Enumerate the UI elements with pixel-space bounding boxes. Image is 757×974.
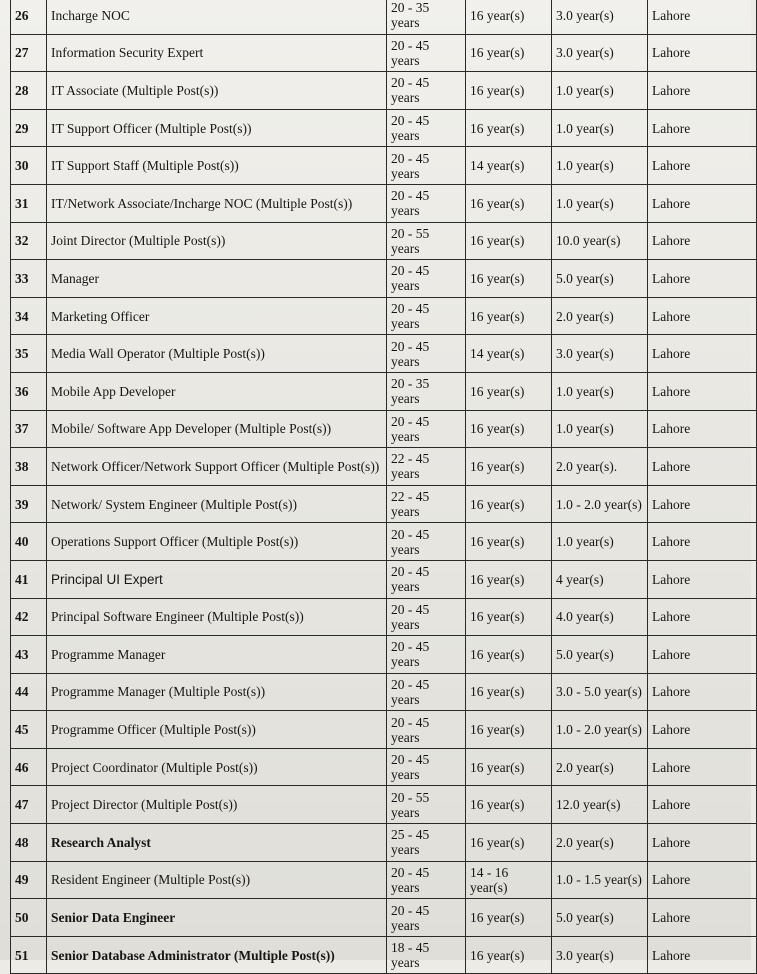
age-unit: years xyxy=(391,353,420,369)
serial-number-cell: 28 xyxy=(11,72,47,110)
table-row xyxy=(11,372,757,410)
serial-number-cell: 33 xyxy=(11,260,47,298)
serial-number-cell: 37 xyxy=(11,410,47,448)
age-limit-cell xyxy=(387,485,466,523)
post-title-cell: Research Analyst xyxy=(47,824,387,862)
serial-number-cell: 31 xyxy=(11,184,47,222)
table-row xyxy=(11,899,757,937)
age-unit: years xyxy=(391,391,420,407)
serial-number-cell: 45 xyxy=(11,711,47,749)
table-row xyxy=(11,448,757,486)
education-cell: 16 year(s) xyxy=(466,673,552,711)
location-cell: Lahore xyxy=(648,673,757,711)
post-title-cell: Mobile/ Software App Developer (Multiple Post(s)) xyxy=(47,410,387,448)
age-limit-cell xyxy=(387,109,466,147)
age-limit-cell xyxy=(387,260,466,298)
education-cell: 16 year(s) xyxy=(466,523,552,561)
age-limit-cell xyxy=(387,560,466,598)
age-range: 22 - 45 xyxy=(391,489,430,505)
age-range: 22 - 45 xyxy=(391,451,430,467)
experience-cell: 3.0 - 5.0 year(s) xyxy=(552,673,648,711)
education-cell: 16 year(s) xyxy=(466,899,552,937)
location-cell: Lahore xyxy=(648,72,757,110)
serial-number-cell: 27 xyxy=(11,34,47,72)
serial-number-cell: 49 xyxy=(11,861,47,899)
location-cell: Lahore xyxy=(648,109,757,147)
age-unit: years xyxy=(391,128,420,144)
location-cell: Lahore xyxy=(648,861,757,899)
location-cell: Lahore xyxy=(648,448,757,486)
table-row xyxy=(11,824,757,862)
serial-number-cell: 36 xyxy=(11,372,47,410)
age-limit-cell xyxy=(387,598,466,636)
serial-number-cell: 39 xyxy=(11,485,47,523)
table-row xyxy=(11,711,757,749)
age-range: 20 - 45 xyxy=(391,301,430,317)
age-limit-cell xyxy=(387,335,466,373)
post-title-cell: IT Associate (Multiple Post(s)) xyxy=(47,72,387,110)
age-unit: years xyxy=(391,842,420,858)
serial-number-cell: 44 xyxy=(11,673,47,711)
location-cell: Lahore xyxy=(648,260,757,298)
experience-cell: 3.0 year(s) xyxy=(552,335,648,373)
age-range: 20 - 45 xyxy=(391,150,430,166)
age-range: 20 - 45 xyxy=(391,526,430,542)
job-vacancies-table xyxy=(10,0,757,974)
age-unit: years xyxy=(391,316,420,332)
table-row xyxy=(11,410,757,448)
experience-cell: 2.0 year(s) xyxy=(552,824,648,862)
experience-cell: 1.0 year(s) xyxy=(552,410,648,448)
education-cell: 16 year(s) xyxy=(466,260,552,298)
serial-number-cell: 46 xyxy=(11,748,47,786)
experience-cell: 2.0 year(s). xyxy=(552,448,648,486)
table-body xyxy=(11,0,757,974)
age-unit: years xyxy=(391,804,420,820)
age-unit: years xyxy=(391,428,420,444)
age-range: 18 - 45 xyxy=(391,940,430,956)
age-range: 20 - 45 xyxy=(391,601,430,617)
table-row xyxy=(11,260,757,298)
post-title-cell: Marketing Officer xyxy=(47,297,387,335)
post-title-cell: Principal UI Expert xyxy=(47,560,387,598)
age-unit: years xyxy=(391,541,420,557)
age-unit: years xyxy=(391,15,420,31)
table-row xyxy=(11,109,757,147)
age-limit-cell xyxy=(387,936,466,974)
age-limit-cell xyxy=(387,786,466,824)
education-cell: 16 year(s) xyxy=(466,297,552,335)
education-cell: 16 year(s) xyxy=(466,34,552,72)
experience-cell: 1.0 - 1.5 year(s) xyxy=(552,861,648,899)
table-row xyxy=(11,0,757,34)
age-range: 20 - 45 xyxy=(391,714,430,730)
age-limit-cell xyxy=(387,673,466,711)
serial-number-cell: 34 xyxy=(11,297,47,335)
location-cell: Lahore xyxy=(648,222,757,260)
location-cell: Lahore xyxy=(648,936,757,974)
serial-number-cell: 42 xyxy=(11,598,47,636)
post-title-cell: Senior Data Engineer xyxy=(47,899,387,937)
experience-cell: 12.0 year(s) xyxy=(552,786,648,824)
age-range: 20 - 45 xyxy=(391,113,430,129)
age-range: 20 - 55 xyxy=(391,789,430,805)
location-cell: Lahore xyxy=(648,0,757,34)
age-range: 20 - 45 xyxy=(391,676,430,692)
experience-cell: 1.0 year(s) xyxy=(552,72,648,110)
post-title-cell: Network/ System Engineer (Multiple Post(s)) xyxy=(47,485,387,523)
education-cell: 16 year(s) xyxy=(466,109,552,147)
age-limit-cell xyxy=(387,297,466,335)
experience-cell: 5.0 year(s) xyxy=(552,260,648,298)
experience-cell: 1.0 - 2.0 year(s) xyxy=(552,485,648,523)
education-cell: 16 year(s) xyxy=(466,222,552,260)
post-title-cell: Mobile App Developer xyxy=(47,372,387,410)
table-row xyxy=(11,297,757,335)
age-unit: years xyxy=(391,729,420,745)
experience-cell: 1.0 year(s) xyxy=(552,184,648,222)
age-unit: years xyxy=(391,466,420,482)
education-cell: 16 year(s) xyxy=(466,786,552,824)
education-cell: 16 year(s) xyxy=(466,448,552,486)
post-title-cell: Joint Director (Multiple Post(s)) xyxy=(47,222,387,260)
age-limit-cell xyxy=(387,222,466,260)
experience-cell: 3.0 year(s) xyxy=(552,34,648,72)
education-cell: 16 year(s) xyxy=(466,936,552,974)
table-row xyxy=(11,184,757,222)
age-limit-cell xyxy=(387,899,466,937)
location-cell: Lahore xyxy=(648,410,757,448)
location-cell: Lahore xyxy=(648,899,757,937)
serial-number-cell: 35 xyxy=(11,335,47,373)
age-limit-cell xyxy=(387,372,466,410)
location-cell: Lahore xyxy=(648,485,757,523)
location-cell: Lahore xyxy=(648,372,757,410)
age-range: 20 - 45 xyxy=(391,188,430,204)
location-cell: Lahore xyxy=(648,598,757,636)
education-cell: 16 year(s) xyxy=(466,372,552,410)
education-cell: 16 year(s) xyxy=(466,748,552,786)
location-cell: Lahore xyxy=(648,560,757,598)
age-limit-cell xyxy=(387,184,466,222)
age-unit: years xyxy=(391,165,420,181)
age-unit: years xyxy=(391,504,420,520)
post-title-cell: Senior Database Administrator (Multiple Post(s)) xyxy=(47,936,387,974)
table-row xyxy=(11,34,757,72)
post-title-cell: IT Support Staff (Multiple Post(s)) xyxy=(47,147,387,185)
age-range: 20 - 45 xyxy=(391,37,430,53)
age-limit-cell xyxy=(387,636,466,674)
education-cell: 16 year(s) xyxy=(466,711,552,749)
age-limit-cell xyxy=(387,824,466,862)
age-limit-cell xyxy=(387,711,466,749)
experience-cell: 10.0 year(s) xyxy=(552,222,648,260)
table-row xyxy=(11,636,757,674)
age-unit: years xyxy=(391,767,420,783)
location-cell: Lahore xyxy=(648,34,757,72)
location-cell: Lahore xyxy=(648,523,757,561)
experience-cell: 4.0 year(s) xyxy=(552,598,648,636)
age-unit: years xyxy=(391,917,420,933)
age-unit: years xyxy=(391,203,420,219)
education-cell: 14 year(s) xyxy=(466,147,552,185)
experience-cell: 5.0 year(s) xyxy=(552,899,648,937)
table-row xyxy=(11,748,757,786)
table-row xyxy=(11,786,757,824)
post-title-cell: Programme Manager xyxy=(47,636,387,674)
age-range: 20 - 45 xyxy=(391,902,430,918)
age-limit-cell xyxy=(387,410,466,448)
post-title-cell: Project Director (Multiple Post(s)) xyxy=(47,786,387,824)
education-cell: 16 year(s) xyxy=(466,184,552,222)
location-cell: Lahore xyxy=(648,636,757,674)
table-row xyxy=(11,560,757,598)
education-cell: 16 year(s) xyxy=(466,560,552,598)
age-unit: years xyxy=(391,278,420,294)
table-row xyxy=(11,936,757,974)
age-unit: years xyxy=(391,879,420,895)
age-range: 20 - 45 xyxy=(391,864,430,880)
serial-number-cell: 47 xyxy=(11,786,47,824)
age-limit-cell xyxy=(387,72,466,110)
education-cell: 16 year(s) xyxy=(466,598,552,636)
age-range: 20 - 45 xyxy=(391,639,430,655)
experience-cell: 3.0 year(s) xyxy=(552,0,648,34)
table-row xyxy=(11,335,757,373)
serial-number-cell: 51 xyxy=(11,936,47,974)
location-cell: Lahore xyxy=(648,147,757,185)
table-row xyxy=(11,523,757,561)
post-title-cell: Principal Software Engineer (Multiple Post(s)) xyxy=(47,598,387,636)
experience-cell: 1.0 year(s) xyxy=(552,523,648,561)
experience-cell: 2.0 year(s) xyxy=(552,297,648,335)
table-row xyxy=(11,485,757,523)
location-cell: Lahore xyxy=(648,297,757,335)
age-range: 20 - 45 xyxy=(391,338,430,354)
table-row xyxy=(11,673,757,711)
post-title-cell: Manager xyxy=(47,260,387,298)
serial-number-cell: 38 xyxy=(11,448,47,486)
location-cell: Lahore xyxy=(648,748,757,786)
age-limit-cell xyxy=(387,861,466,899)
age-unit: years xyxy=(391,90,420,106)
age-unit: years xyxy=(391,616,420,632)
post-title-cell: Resident Engineer (Multiple Post(s)) xyxy=(47,861,387,899)
location-cell: Lahore xyxy=(648,786,757,824)
table-row xyxy=(11,598,757,636)
age-limit-cell xyxy=(387,34,466,72)
location-cell: Lahore xyxy=(648,184,757,222)
age-limit-cell xyxy=(387,147,466,185)
experience-cell: 3.0 year(s) xyxy=(552,936,648,974)
age-unit: years xyxy=(391,240,420,256)
experience-cell: 1.0 year(s) xyxy=(552,109,648,147)
experience-cell: 1.0 - 2.0 year(s) xyxy=(552,711,648,749)
location-cell: Lahore xyxy=(648,711,757,749)
age-range: 20 - 55 xyxy=(391,225,430,241)
post-title-cell: Operations Support Officer (Multiple Post(s)) xyxy=(47,523,387,561)
age-limit-cell xyxy=(387,523,466,561)
serial-number-cell: 30 xyxy=(11,147,47,185)
location-cell: Lahore xyxy=(648,335,757,373)
education-cell: 16 year(s) xyxy=(466,636,552,674)
experience-cell: 2.0 year(s) xyxy=(552,748,648,786)
age-unit: years xyxy=(391,955,420,971)
post-title-cell: Programme Officer (Multiple Post(s)) xyxy=(47,711,387,749)
age-unit: years xyxy=(391,52,420,68)
serial-number-cell: 48 xyxy=(11,824,47,862)
experience-cell: 1.0 year(s) xyxy=(552,372,648,410)
table-row xyxy=(11,147,757,185)
post-title-cell: Programme Manager (Multiple Post(s)) xyxy=(47,673,387,711)
age-range: 20 - 45 xyxy=(391,752,430,768)
education-cell: 14 year(s) xyxy=(466,335,552,373)
age-unit: years xyxy=(391,579,420,595)
education-cell: 14 - 16 year(s) xyxy=(466,861,552,899)
age-limit-cell xyxy=(387,748,466,786)
education-cell: 16 year(s) xyxy=(466,410,552,448)
age-limit-cell xyxy=(387,448,466,486)
experience-cell: 5.0 year(s) xyxy=(552,636,648,674)
serial-number-cell: 29 xyxy=(11,109,47,147)
serial-number-cell: 43 xyxy=(11,636,47,674)
education-cell: 16 year(s) xyxy=(466,824,552,862)
age-range: 20 - 45 xyxy=(391,75,430,91)
age-range: 20 - 35 xyxy=(391,0,430,16)
serial-number-cell: 50 xyxy=(11,899,47,937)
education-cell: 16 year(s) xyxy=(466,0,552,34)
serial-number-cell: 32 xyxy=(11,222,47,260)
serial-number-cell: 40 xyxy=(11,523,47,561)
serial-number-cell: 41 xyxy=(11,560,47,598)
post-title-cell: Network Officer/Network Support Officer (Multiple Post(s)) xyxy=(47,448,387,486)
education-cell: 16 year(s) xyxy=(466,72,552,110)
table-row xyxy=(11,72,757,110)
serial-number-cell: 26 xyxy=(11,0,47,34)
post-title-cell: Information Security Expert xyxy=(47,34,387,72)
age-range: 25 - 45 xyxy=(391,827,430,843)
post-title-cell: IT Support Officer (Multiple Post(s)) xyxy=(47,109,387,147)
age-range: 20 - 45 xyxy=(391,263,430,279)
age-unit: years xyxy=(391,691,420,707)
age-range: 20 - 45 xyxy=(391,564,430,580)
age-limit-cell xyxy=(387,0,466,34)
location-cell: Lahore xyxy=(648,824,757,862)
post-title-cell: IT/Network Associate/Incharge NOC (Multiple Post(s)) xyxy=(47,184,387,222)
post-title-cell: Project Coordinator (Multiple Post(s)) xyxy=(47,748,387,786)
age-range: 20 - 35 xyxy=(391,376,430,392)
table-row xyxy=(11,861,757,899)
table-row xyxy=(11,222,757,260)
experience-cell: 1.0 year(s) xyxy=(552,147,648,185)
post-title-cell: Incharge NOC xyxy=(47,0,387,34)
age-range: 20 - 45 xyxy=(391,413,430,429)
age-unit: years xyxy=(391,654,420,670)
experience-cell: 4 year(s) xyxy=(552,560,648,598)
post-title-cell: Media Wall Operator (Multiple Post(s)) xyxy=(47,335,387,373)
education-cell: 16 year(s) xyxy=(466,485,552,523)
